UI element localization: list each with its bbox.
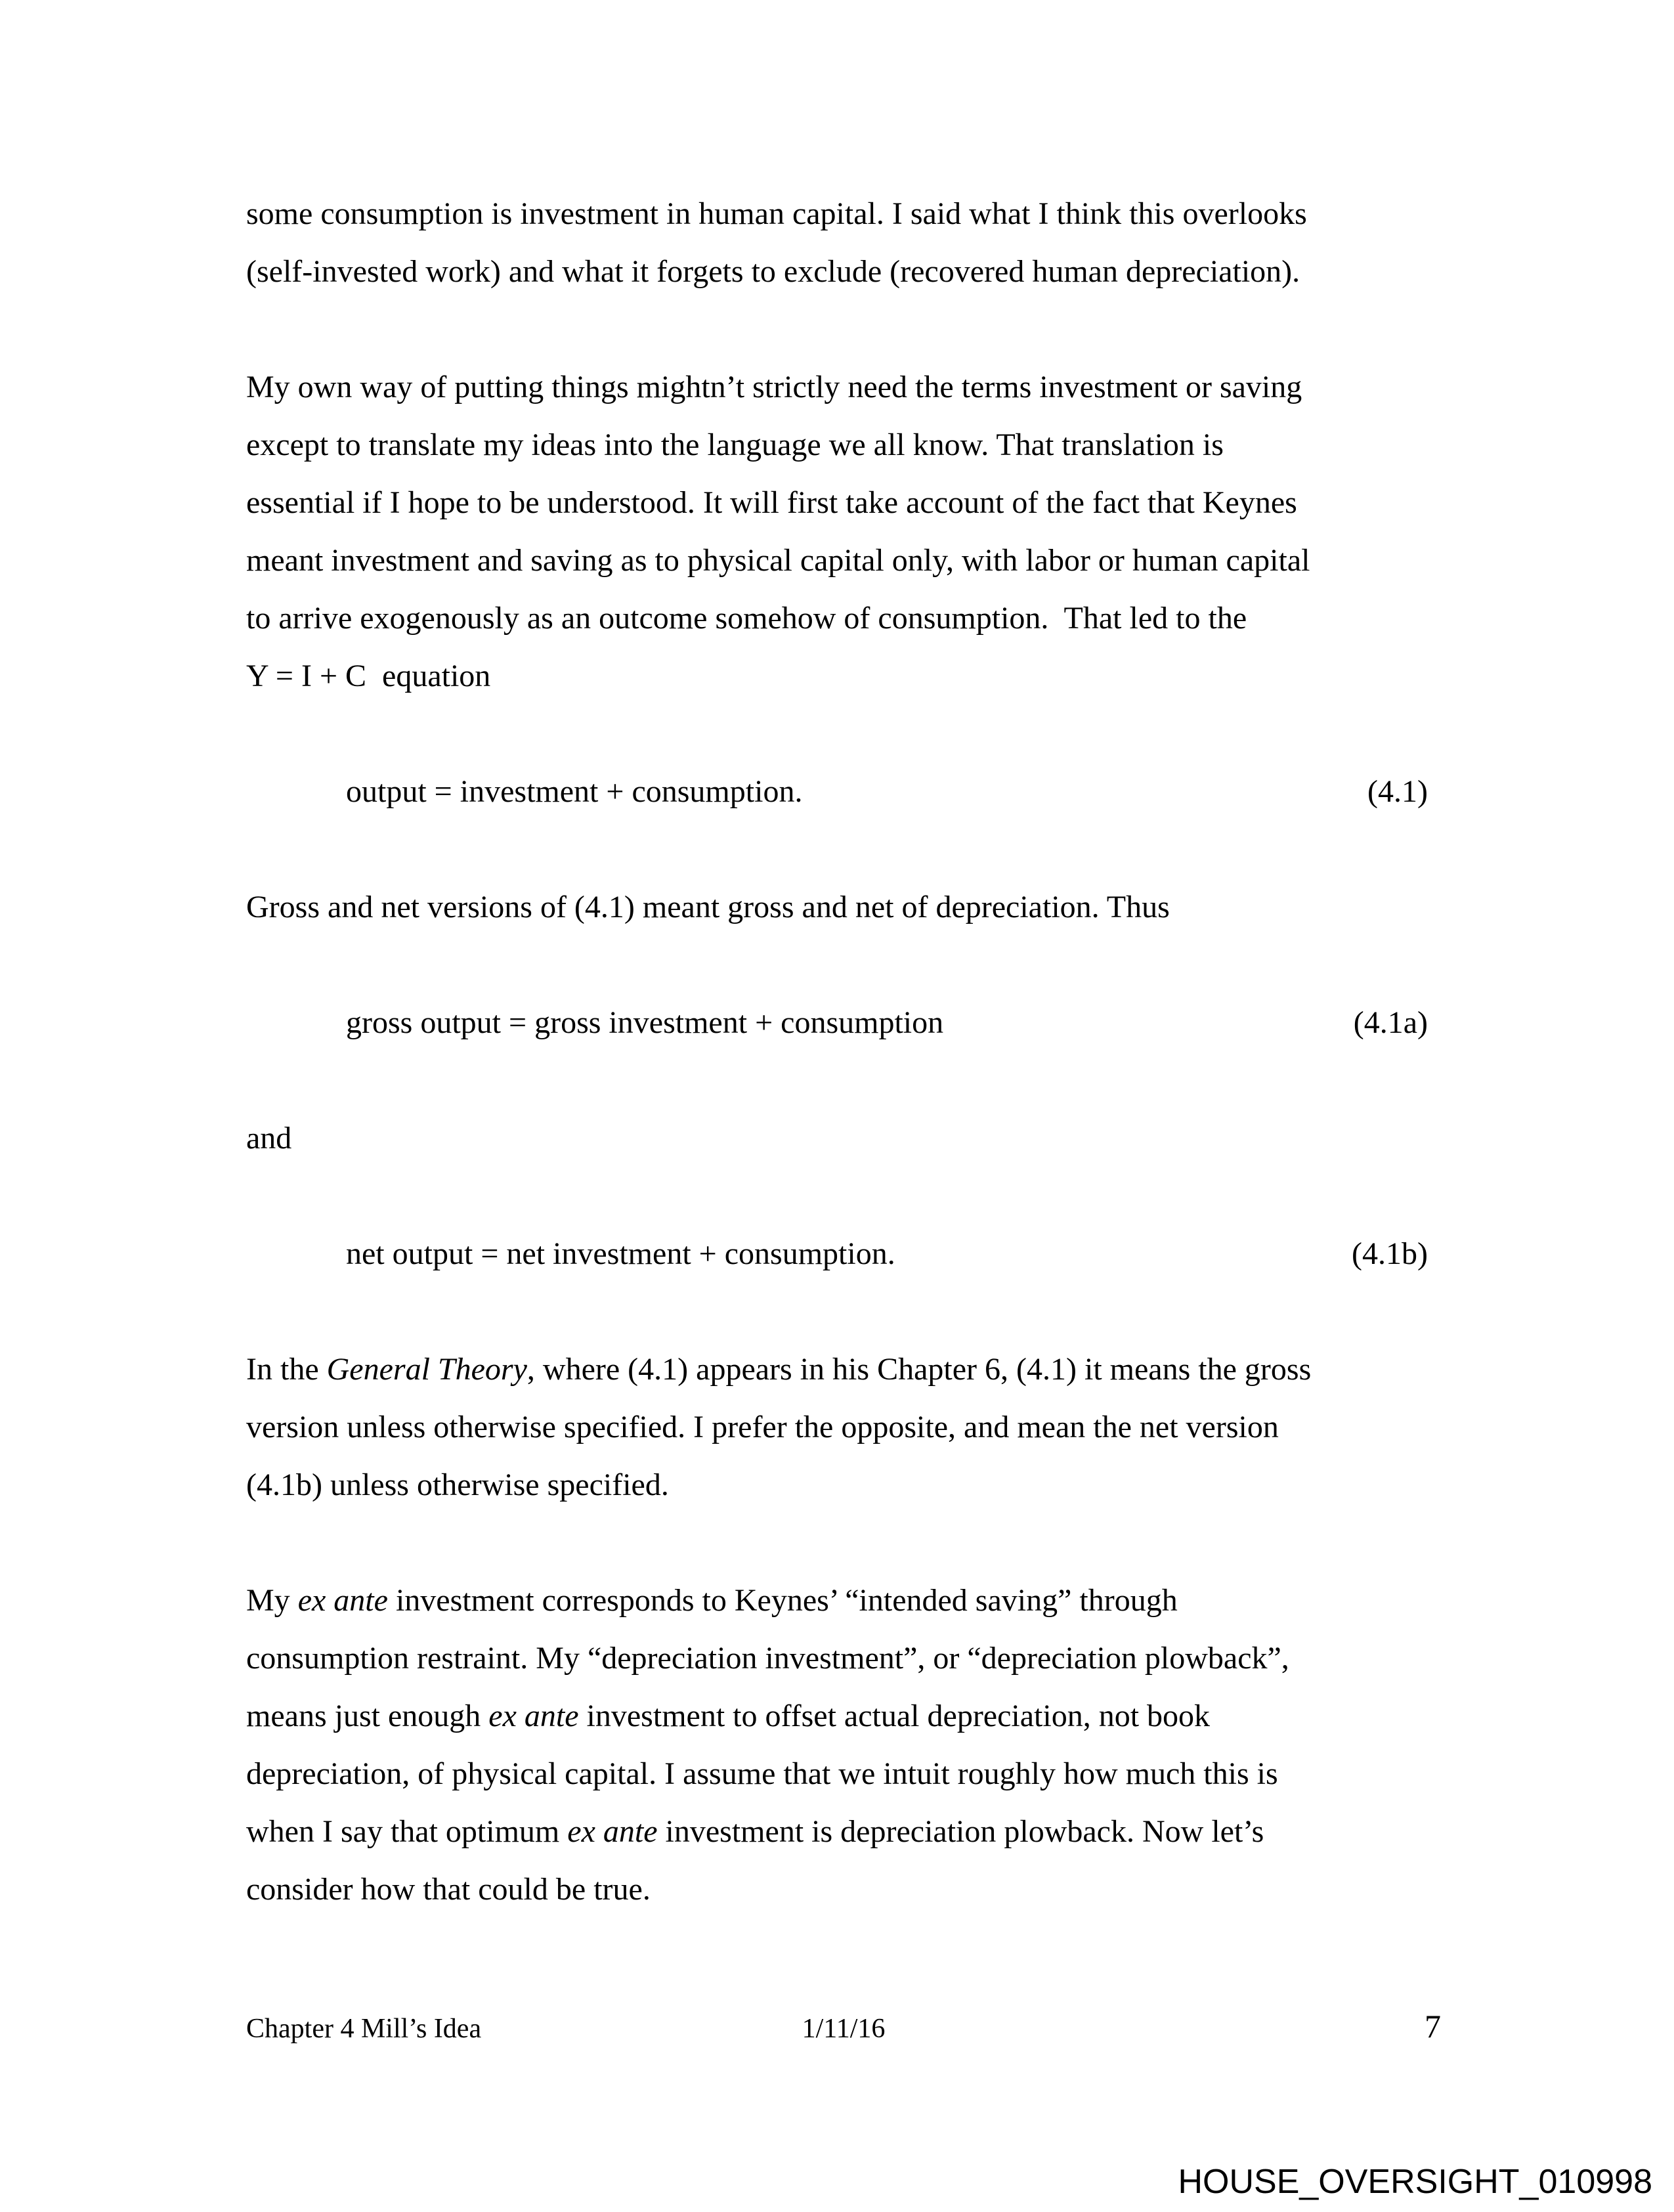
text-line — [246, 416, 1428, 474]
text-segment: My — [246, 1583, 298, 1618]
text-line — [246, 1110, 1428, 1167]
text-segment: investment to offset actual depreciation, not book — [578, 1699, 1211, 1733]
text-segment: Y = I + C equation — [246, 659, 491, 693]
page-footer — [246, 2010, 1441, 2045]
text-line — [246, 1861, 1428, 1919]
text-line — [246, 358, 1428, 416]
paragraph — [246, 1572, 1428, 1919]
text-line — [246, 1745, 1428, 1803]
paragraph — [246, 1341, 1428, 1514]
text-line — [246, 1341, 1428, 1399]
text-segment: means just enough — [246, 1699, 489, 1733]
equation-text: output = investment + consumption. — [346, 774, 803, 809]
text-segment: (self-invested work) and what it forgets to exclude (recovered human depreciation). — [246, 254, 1300, 289]
text-line — [246, 1572, 1428, 1630]
italic-text: General Theory — [326, 1352, 527, 1387]
text-segment: some consumption is investment in human capital. I said what I think this overlooks — [246, 196, 1307, 231]
text-segment: and — [246, 1121, 292, 1156]
text-segment: version unless otherwise specified. I prefer the opposite, and mean the net version — [246, 1410, 1279, 1444]
text-segment: consumption restraint. My “depreciation investment”, or “depreciation plowback”, — [246, 1641, 1289, 1676]
text-segment: (4.1b) unless otherwise specified. — [246, 1467, 669, 1502]
text-segment: , where (4.1) appears in his Chapter 6, (4.1) it means the gross — [526, 1352, 1312, 1387]
text-line — [246, 590, 1428, 647]
text-line — [246, 185, 1428, 243]
footer-chapter-title: Chapter 4 Mill’s Idea — [246, 2014, 482, 2044]
equation-text: net output = net investment + consumption. — [346, 1236, 895, 1271]
equation-row — [246, 1225, 1428, 1283]
text-line — [246, 532, 1428, 590]
text-line — [246, 647, 1428, 705]
paragraph — [246, 185, 1428, 301]
text-segment: In the — [246, 1352, 327, 1387]
text-segment: meant investment and saving as to physical capital only, with labor or human capital — [246, 543, 1310, 578]
text-line — [246, 1630, 1428, 1687]
text-segment: except to translate my ideas into the language we all know. That translation is — [246, 427, 1224, 462]
text-segment: My own way of putting things mightn’t strictly need the terms investment or saving — [246, 370, 1302, 404]
text-segment: investment corresponds to Keynes’ “intended saving” through — [387, 1583, 1178, 1618]
document-body — [246, 185, 1428, 1976]
text-line — [246, 1399, 1428, 1456]
text-line — [246, 1456, 1428, 1514]
text-segment: Gross and net versions of (4.1) meant gross and net of depreciation. Thus — [246, 890, 1170, 924]
text-segment: investment is depreciation plowback. Now let’s — [657, 1814, 1264, 1849]
paragraph — [246, 358, 1428, 705]
text-line — [246, 878, 1428, 936]
equation-label: (4.1a) — [1353, 1005, 1428, 1040]
footer-date: 1/11/16 — [802, 2014, 886, 2044]
equation-label: (4.1b) — [1352, 1236, 1428, 1271]
equation-row — [246, 994, 1428, 1052]
bates-stamp: HOUSE_OVERSIGHT_010998 — [1178, 2163, 1652, 2201]
italic-text: ex ante — [297, 1583, 388, 1618]
text-line — [246, 243, 1428, 301]
footer-page-number: 7 — [1425, 2008, 1442, 2045]
text-segment: to arrive exogenously as an outcome somehow of consumption. That led to the — [246, 601, 1247, 636]
text-line — [246, 1687, 1428, 1745]
paragraph — [246, 878, 1428, 936]
equation-label: (4.1) — [1367, 774, 1428, 809]
text-segment: when I say that optimum — [246, 1814, 568, 1849]
equation-row — [246, 763, 1428, 821]
paragraph — [246, 1110, 1428, 1167]
text-segment: essential if I hope to be understood. It will first take account of the fact that Keynes — [246, 485, 1297, 520]
text-segment: depreciation, of physical capital. I assume that we intuit roughly how much this is — [246, 1756, 1278, 1791]
italic-text: ex ante — [567, 1814, 658, 1849]
text-line — [246, 1803, 1428, 1861]
text-line — [246, 474, 1428, 532]
equation-text: gross output = gross investment + consumption — [346, 1005, 944, 1040]
text-segment: consider how that could be true. — [246, 1872, 651, 1907]
italic-text: ex ante — [488, 1699, 579, 1733]
